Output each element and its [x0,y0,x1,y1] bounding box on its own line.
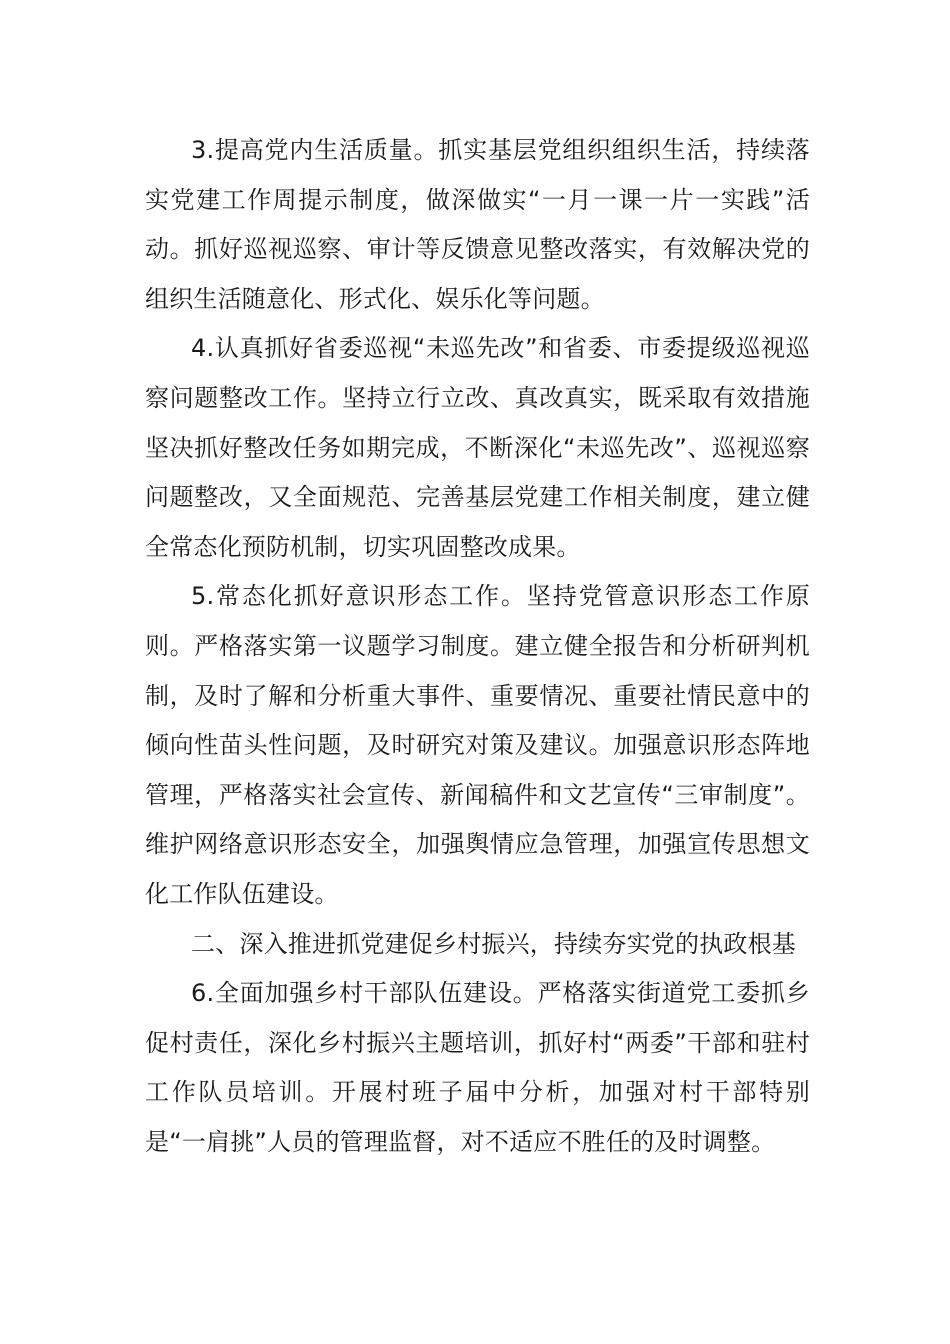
section-heading-2: 二、深入推进抓党建促乡村振兴，持续夯实党的执政根基 [191,929,796,958]
paragraph-item-6: 6.全面加强乡村干部队伍建设。严格落实街道党工委抓乡促村责任，深化乡村振兴主题培训，抓好村“两委”干部和驻村工作队员培训。开展村班子届中分析，加强对村干部特别是“一肩挑”人员的管理监督，对不适应不胜任的及时调整。 [145,979,810,1156]
paragraph-item-4: 4.认真抓好省委巡视“未巡先改”和省委、市委提级巡视巡察问题整改工作。坚持立行立改、真改真实，既采取有效措施坚决抓好整改任务如期完成，不断深化“未巡先改”、巡视巡察问题整改，又全面规范、完善基层党建工作相关制度，建立健全常态化预防机制，切实巩固整改成果。 [145,334,810,561]
paragraph-item-3: 3.提高党内生活质量。抓实基层党组织组织生活，持续落实党建工作周提示制度，做深做实“一月一课一片一实践”活动。抓好巡视巡察、审计等反馈意见整改落实，有效解决党的组织生活随意化、形式化、娱乐化等问题。 [145,136,810,313]
paragraph-item-5: 5.常态化抓好意识形态工作。坚持党管意识形态工作原则。严格落实第一议题学习制度。建立健全报告和分析研判机制，及时了解和分析重大事件、重要情况、重要社情民意中的倾向性苗头性问题，及时研究对策及建议。加强意识形态阵地管理，严格落实社会宣传、新闻稿件和文艺宣传“三审制度”。维护网络意识形态安全，加强舆情应急管理，加强宣传思想文化工作队伍建设。 [145,582,810,908]
document-body [145,126,810,1167]
